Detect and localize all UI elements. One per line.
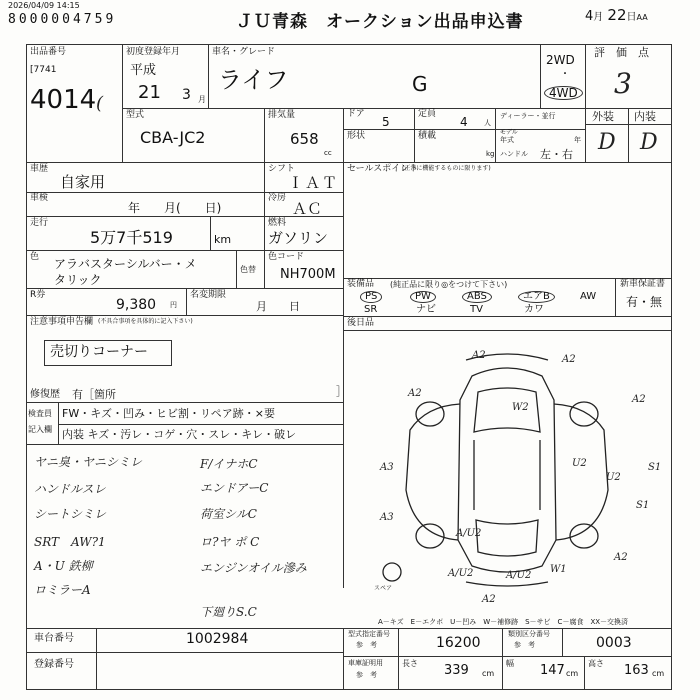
- chassis-number-label: 車台番号: [34, 633, 74, 644]
- repair-history-close: ］: [336, 385, 347, 398]
- mark-a2-fender-right: A2: [632, 394, 646, 405]
- height-unit: cm: [652, 669, 665, 678]
- length-unit: cm: [482, 669, 495, 678]
- handwritten-note-right-4: ロ?ヤ ポ C: [200, 535, 260, 549]
- inspection-label: 車検: [30, 193, 49, 203]
- height-value: 163: [624, 663, 649, 678]
- car-roof-pillars: [474, 440, 540, 510]
- rear-bumper: [466, 582, 548, 586]
- capacity-label: 定員: [418, 109, 437, 119]
- sales-point-note: (正常に機能するものに限ります): [402, 165, 491, 172]
- document-date: 4月 22日AA: [585, 6, 648, 24]
- recycle-fee-value: 9,380: [116, 297, 157, 313]
- listing-number-label: 出品番号: [30, 47, 67, 57]
- equipment-sr: SR: [364, 304, 378, 315]
- equipment-navi: ナビ: [416, 304, 436, 315]
- class-number-label: 類別区分番号: [508, 630, 550, 638]
- displacement-unit: cc: [324, 149, 332, 157]
- first-registration-label: 初度登録年月: [126, 47, 181, 57]
- equipment-label: 装備品: [347, 279, 375, 289]
- displacement-value: 658: [290, 130, 319, 148]
- handwritten-note-left-2: ハンドルスレ: [34, 482, 106, 496]
- mark-s1-right-upper: S1: [648, 462, 662, 473]
- handwritten-note-right-6: 下廻りS.C: [200, 605, 257, 619]
- car-name: ライフ: [218, 66, 289, 94]
- mark-a2-fender-left: A2: [408, 388, 422, 399]
- car-name-label: 車名・グレード: [212, 47, 276, 57]
- handwritten-note-right-3: 荷室シルC: [200, 507, 257, 521]
- handwritten-note-left-3: シートシミレ: [34, 507, 107, 521]
- equipment-leather: カワ: [524, 304, 544, 315]
- mark-au2-rear-bumper: A/U2: [506, 570, 532, 581]
- width-label: 幅: [506, 659, 514, 668]
- mileage-unit: km: [214, 233, 232, 246]
- fuel-label: 燃料: [268, 218, 287, 228]
- warranty-value: 有・無: [626, 295, 663, 309]
- color-code-value: NH700M: [280, 267, 336, 282]
- mark-a2-rear: A2: [482, 594, 496, 605]
- handwritten-note-right-5: エンジンオイル滲み: [200, 561, 307, 575]
- inspector-label-2: 記入欄: [28, 425, 52, 434]
- mark-au2-rear-quarter: A/U2: [448, 568, 474, 579]
- mark-s1-right-lower: S1: [636, 500, 650, 511]
- displacement-label: 排気量: [268, 110, 296, 120]
- name-change-deadline-label: 名変期限: [190, 290, 227, 300]
- name-change-deadline-value: 月 日: [256, 300, 300, 313]
- recycle-fee-unit: 円: [170, 301, 177, 309]
- car-body-outline: [458, 368, 556, 572]
- car-right-side: [554, 404, 608, 540]
- type-approval-number: 16200: [436, 635, 481, 651]
- model-year-label-1: モデル: [500, 129, 518, 136]
- repair-history-value: 有［箇所: [72, 388, 116, 401]
- equipment-pw: PW: [410, 291, 436, 303]
- usage-history-value: 自家用: [60, 173, 106, 191]
- drive-4wd-circled: 4WD: [544, 86, 583, 100]
- mileage-label: 走行: [30, 218, 49, 228]
- car-rear-window: [476, 520, 538, 556]
- inspection-value: 年 月( 日): [128, 201, 222, 215]
- mark-au2-rear-left: A/U2: [456, 528, 482, 539]
- listing-number: 4014: [30, 85, 97, 115]
- doors-label: ドア: [347, 109, 365, 119]
- wheel-front-left: [416, 402, 444, 426]
- car-left-side: [406, 404, 460, 540]
- handwritten-note-left-5: A・U 鉄柳: [34, 559, 93, 573]
- handwritten-note-right-1: F/イナホC: [200, 457, 258, 471]
- equipment-abs: ABS: [462, 291, 492, 303]
- listing-sub-number: [7741: [30, 65, 57, 75]
- class-number-sub: 参 考: [514, 641, 535, 649]
- color-label: 色: [30, 252, 40, 262]
- fuel-value: ガソリン: [268, 229, 329, 247]
- spare-tire: [383, 563, 401, 581]
- model-code-label: 型式: [126, 110, 145, 120]
- height-label: 高さ: [588, 659, 604, 668]
- first-registration-era: 平成: [130, 63, 157, 78]
- mark-a2-rear-right: A2: [614, 552, 628, 563]
- mark-w2-hood: W2: [512, 402, 529, 413]
- shift-value: ＩＡＴ: [288, 174, 340, 192]
- width-value: 147: [540, 663, 565, 678]
- registration-number-label: 登録番号: [34, 659, 74, 670]
- wheel-front-right: [570, 402, 598, 426]
- capacity-unit: 人: [484, 119, 491, 127]
- car-grade: G: [412, 72, 428, 96]
- handwritten-note-left-4: SRT AW?1: [34, 535, 106, 549]
- equipment-airbag: エアB: [518, 291, 555, 303]
- drive-2wd: 2WD: [546, 53, 575, 67]
- interior-grade: D: [640, 130, 658, 155]
- color-code-label: 色コード: [268, 252, 305, 262]
- model-year-label-2: 年式: [500, 136, 514, 144]
- after-items-label: 後日品: [347, 318, 375, 328]
- notes-stamp: 売切りコーナー: [50, 344, 148, 360]
- mark-a3-left-rear: A3: [380, 512, 394, 523]
- handwritten-note-left-1: ヤニ臭・ヤニシミレ: [34, 455, 143, 469]
- car-windshield: [474, 388, 540, 432]
- garage-cert-label: 車庫証明用: [348, 659, 383, 667]
- dealer-import-label: ディーラー・並行: [500, 112, 556, 120]
- model-year-unit: 年: [574, 136, 581, 144]
- equipment-note: (純正品に限り◎をつけて下さい): [390, 280, 508, 289]
- length-label: 長さ: [402, 659, 418, 668]
- mark-a2-front-left: A2: [472, 350, 486, 361]
- first-registration-year: 21: [138, 82, 161, 103]
- rating-value: 3: [614, 67, 632, 100]
- inspector-checklist-row1: FW・キズ・凹み・ヒビ割・リペア跡・×要: [62, 407, 275, 420]
- model-code: CBA-JC2: [140, 128, 206, 147]
- first-registration-month-unit: 月: [198, 95, 206, 104]
- length-value: 339: [444, 663, 469, 678]
- car-damage-diagram: [344, 340, 670, 605]
- color-change-label: 色替: [240, 265, 256, 274]
- mark-w1-rear: W1: [550, 564, 567, 575]
- rating-label: 評 価 点: [594, 46, 649, 59]
- chassis-number: 1002984: [186, 631, 249, 647]
- mark-u2-right-rear: U2: [606, 472, 621, 483]
- width-unit: cm: [566, 669, 579, 678]
- inspector-label-1: 検査員: [28, 409, 52, 418]
- mark-a2-front-right: A2: [562, 354, 576, 365]
- barcode-number: 8000004759: [8, 12, 117, 27]
- exterior-label: 外装: [592, 110, 614, 123]
- steering-label: ハンドル: [500, 150, 528, 158]
- listing-handwritten-mark: (: [96, 93, 104, 114]
- doors-value: 5: [382, 115, 390, 129]
- shift-label: シフト: [268, 164, 296, 174]
- recycle-fee-label: R券: [30, 290, 46, 300]
- equipment-tv: TV: [470, 304, 483, 315]
- load-label: 積載: [418, 131, 437, 141]
- mark-u2-right-door: U2: [572, 458, 587, 469]
- inspector-checklist-row2: 内装 キズ・汚レ・コゲ・穴・スレ・キレ・破レ: [62, 428, 297, 441]
- type-approval-label: 型式指定番号: [348, 630, 390, 638]
- print-stamp: 2026/04/09 14:15: [8, 1, 80, 10]
- sales-point-label: セールスポイント: [347, 164, 419, 174]
- type-approval-sub: 参 考: [356, 641, 377, 649]
- capacity-value: 4: [460, 115, 468, 129]
- document-title: ＪＵ青森 オークション出品申込書: [236, 12, 524, 32]
- drive-dot: ・: [560, 69, 570, 80]
- mark-a3-left-door: A3: [380, 462, 394, 473]
- damage-legend: A－キズ E－エクボ U－凹み W－補修跡 S－サビ C－腐食 XX－交換済: [378, 618, 629, 626]
- warranty-label: 新車保証書: [620, 279, 666, 289]
- steering-value: 左・右: [540, 148, 573, 161]
- color-value-line1: アラバスターシルバー・メ: [54, 257, 197, 271]
- aircon-value: ＡＣ: [292, 200, 323, 218]
- notes-label: 注意事項申告欄: [30, 317, 94, 327]
- spare-label: スペア: [374, 585, 393, 592]
- handwritten-note-right-2: エンドアーC: [200, 481, 269, 495]
- aircon-label: 冷房: [268, 193, 287, 203]
- color-value-line2: タリック: [54, 273, 102, 287]
- equipment-aw: AW: [580, 291, 597, 302]
- repair-history-label: 修復歴: [30, 389, 60, 400]
- notes-instruction: (不具合事項を具体的に記入下さい): [98, 318, 193, 325]
- interior-label: 内装: [634, 110, 656, 123]
- usage-history-label: 車歴: [30, 164, 49, 174]
- first-registration-month: 3: [182, 87, 191, 103]
- exterior-grade: D: [598, 130, 616, 155]
- body-shape-label: 形状: [347, 131, 366, 141]
- garage-cert-sub: 参 考: [356, 671, 377, 679]
- mileage-value: 5万7千519: [90, 228, 173, 247]
- equipment-ps: PS: [360, 291, 382, 303]
- handwritten-note-left-6: ロミラーA: [34, 583, 91, 597]
- load-unit: kg: [486, 150, 495, 158]
- class-number: 0003: [596, 635, 632, 651]
